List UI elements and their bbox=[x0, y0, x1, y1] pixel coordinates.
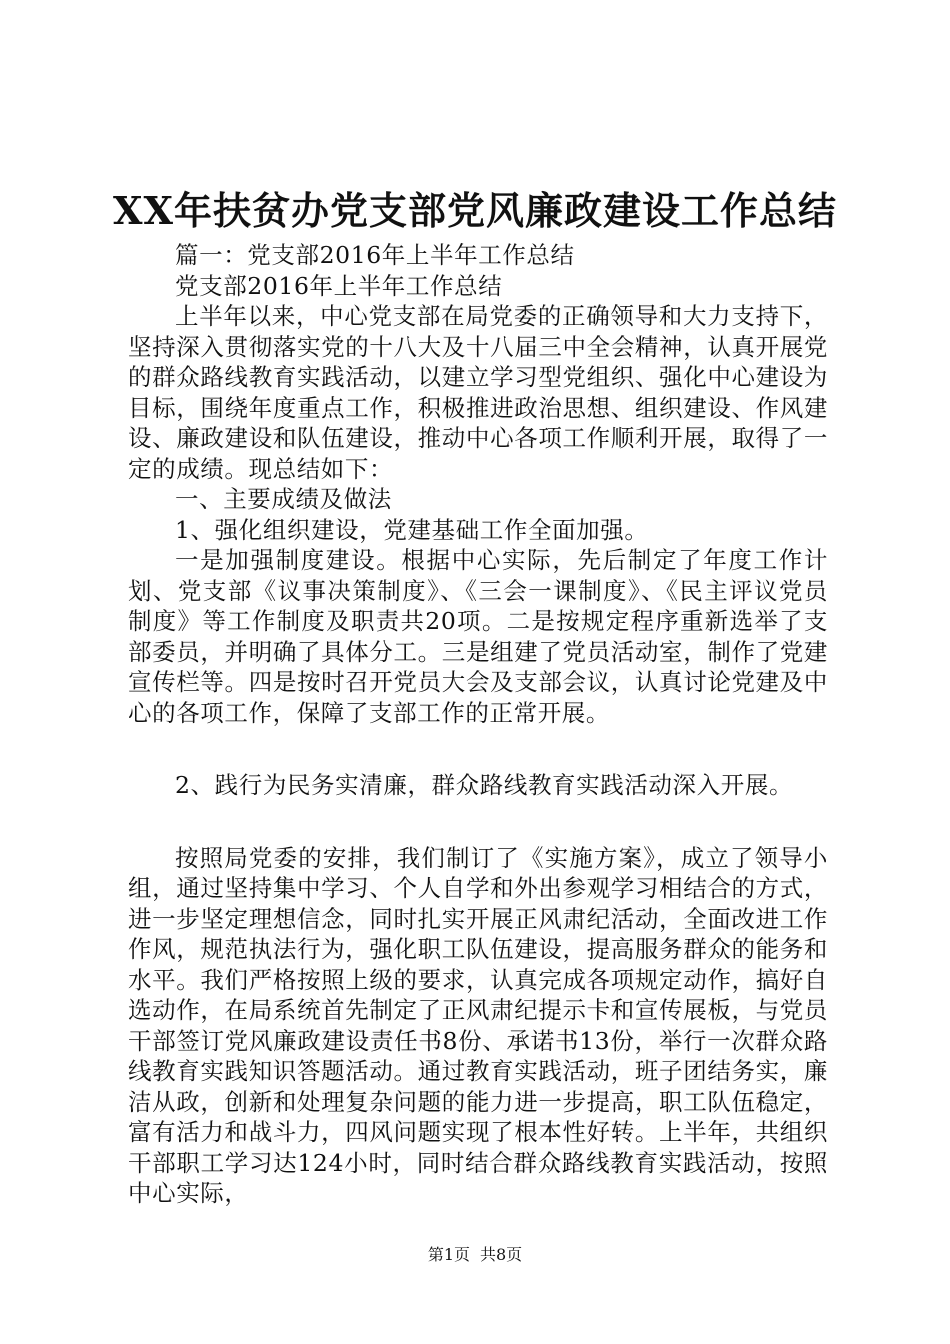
section-heading-2: 一、主要成绩及做法 bbox=[175, 485, 392, 513]
document-title: XX年扶贫办党支部党风廉政建设工作总结 bbox=[113, 188, 837, 233]
section-heading-1: 篇一：党支部2016年上半年工作总结 bbox=[175, 241, 575, 269]
subsection-heading-2: 2、践行为民务实清廉，群众路线教育实践活动深入开展。 bbox=[175, 771, 794, 799]
page-footer bbox=[0, 1244, 950, 1266]
body-paragraph-2: 按照局党委的安排，我们制订了《实施方案》，成立了领导小组，通过坚持集中学习、个人自学和外出参观学习相结合的方式，进一步坚定理想信念，同时扎实开展正风肃纪活动，全面改进工作作风，规范执法行为，强化职工队伍建设，提高服务群众的能务和水平。我们严格按照上级的要求，认真完成各项规定动作，搞好自选动作，在局系统首先制定了正风肃纪提示卡和宣传展板，与党员干部签订党风廉政建设责任书8份、承诺书13份，举行一次群众路线教育实践知识答题活动。通过教育实践活动，班子团结务实，廉洁从政，创新和处理复杂问题的能力进一步提高，职工队伍稳定，富有活力和战斗力，四风问题实现了根本性好转。上半年，共组织干部职工学习达124小时，同时结合群众路线教育实践活动，按照中心实际， bbox=[128, 843, 828, 1207]
intro-paragraph: 上半年以来，中心党支部在局党委的正确领导和大力支持下，坚持深入贯彻落实党的十八大及十八届三中全会精神，认真开展党的群众路线教育实践活动，以建立学习型党组织、强化中心建设为目标，围绕年度重点工作，积极推进政治思想、组织建设、作风建设、廉政建设和队伍建设，推动中心各项工作顺利开展，取得了一定的成绩。现总结如下： bbox=[128, 302, 828, 483]
page-total: 共8页 bbox=[480, 1245, 523, 1264]
subtitle: 党支部2016年上半年工作总结 bbox=[175, 271, 503, 300]
body-paragraph-1: 一是加强制度建设。根据中心实际，先后制定了年度工作计划、党支部《议事决策制度》、《三会一课制度》、《民主评议党员制度》等工作制度及职责共20项。二是按规定程序重新选举了支部委员，并明确了具体分工。三是组建了党员活动室，制作了党建宣传栏等。四是按时召开党员大会及支部会议，认真讨论党建及中心的各项工作，保障了支部工作的正常开展。 bbox=[128, 546, 828, 727]
subsection-heading-1: 1、强化组织建设，党建基础工作全面加强。 bbox=[175, 515, 649, 544]
document-body bbox=[128, 240, 828, 1209]
page-number: 第1页 bbox=[427, 1245, 470, 1264]
